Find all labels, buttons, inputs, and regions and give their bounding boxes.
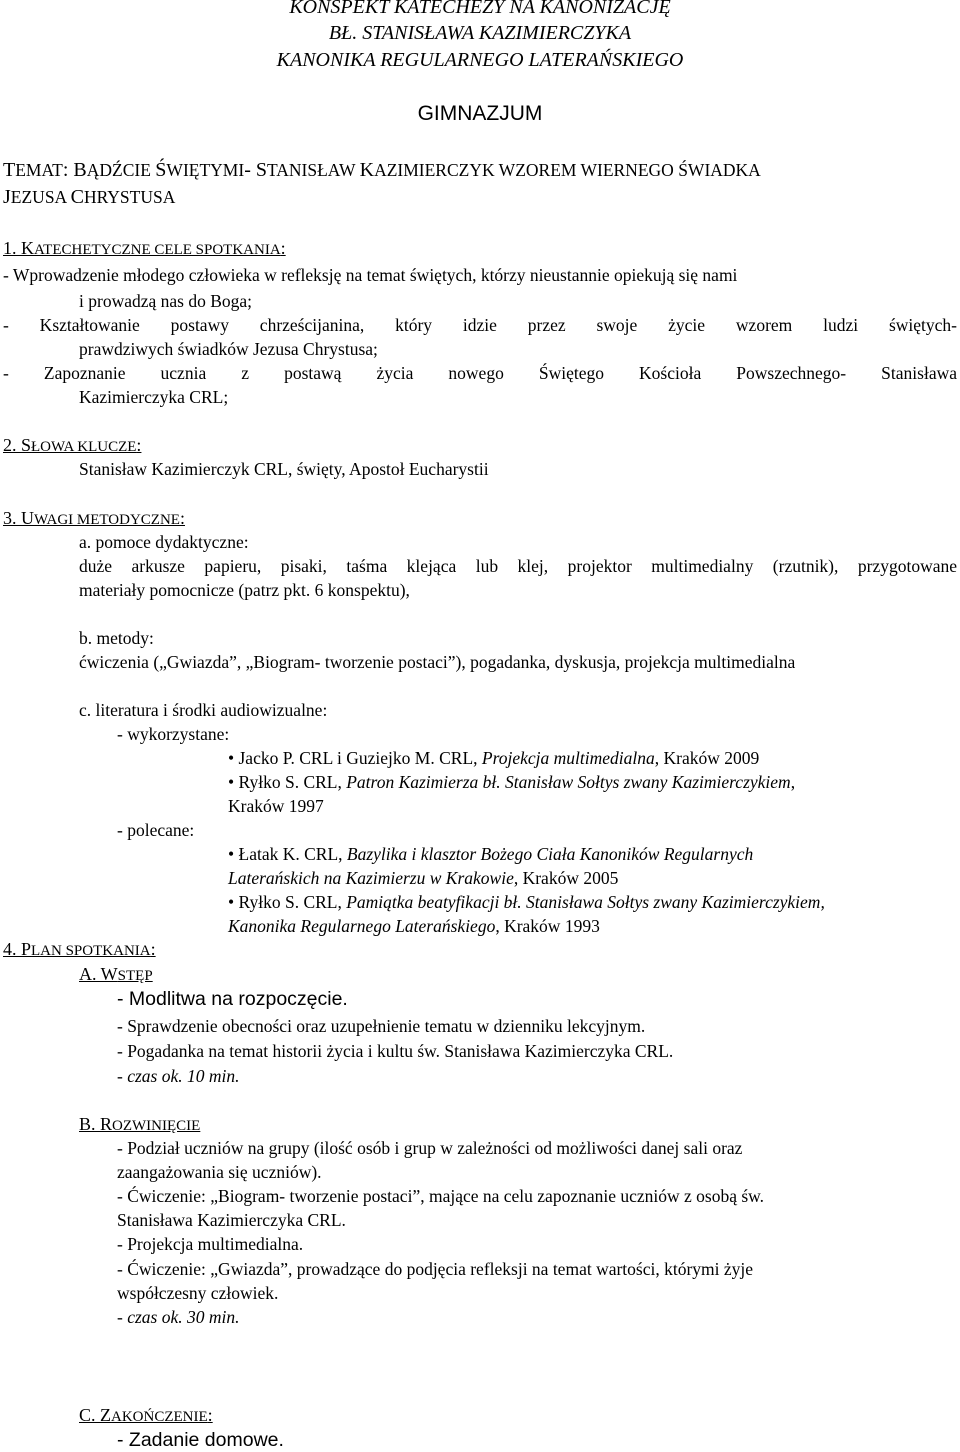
goal1-line1: - Wprowadzenie młodego człowieka w refleksję na temat świętych, którzy nieustannie opiekują się nami (3, 265, 738, 285)
recommended-item-2-cont-run: Kanonika Regularnego Laterańskiego (228, 916, 496, 936)
development-time: - czas ok. 30 min. (117, 1307, 240, 1327)
used-item-1 (228, 747, 759, 769)
conclusion-item-1: - Zadanie domowe. (117, 1429, 284, 1451)
used-label: - wykorzystane: (117, 724, 230, 744)
used-item-2-run: • Ryłko S. CRL, (228, 772, 347, 792)
recommended-item-1 (228, 843, 753, 865)
used-item-2 (228, 771, 795, 793)
topic-line1-run: K (359, 159, 375, 181)
development-item-4-cont: współczesny człowiek. (117, 1283, 279, 1303)
recommended-item-2-run: • Ryłko S. CRL, (228, 892, 347, 912)
used-item-1-run: Projekcja multimedialna (481, 748, 655, 768)
topic-line2-run: J (3, 186, 11, 208)
recommended-item-1-cont (228, 867, 618, 889)
recommended-item-1-run: • Łatak K. CRL, (228, 844, 347, 864)
literature-label: c. literatura i środki audiowizualne: (79, 700, 328, 720)
section3-heading-run: : (179, 508, 185, 528)
section3-heading (3, 507, 185, 531)
topic-line2-run: HRYSTUSA (83, 187, 176, 207)
topic-line1-run: WIĘTYMI (166, 160, 245, 180)
topic-line2-run: C (70, 186, 84, 208)
used-item-1-run: , Kraków 2009 (654, 748, 760, 768)
recommended-item-1-cont-run: , Kraków 2005 (513, 868, 619, 888)
section2-heading (3, 434, 141, 458)
topic-line1-run: : (62, 159, 74, 181)
aids-label: a. pomoce dydaktyczne: (79, 532, 249, 552)
development-item-1: - Podział uczniów na grupy (ilość osób i grup w zależności od możliwości danej sali oraz (117, 1138, 743, 1158)
section2-heading-run: ŁOWA KLUCZE (31, 439, 137, 455)
development-item-2: - Ćwiczenie: „Biogram- tworzenie postaci”, mające na celu zapoznanie uczniów z osobą św. (117, 1186, 765, 1206)
doc-title-line3: KANONIKA REGULARNEGO LATERAŃSKIEGO (276, 49, 684, 71)
section1-heading-run: ATECHETYCZNE CELE SPOTKANIA (34, 242, 281, 258)
recommended-label: - polecane: (117, 820, 195, 840)
topic-line2 (3, 186, 175, 208)
intro-item-2: - Sprawdzenie obecności oraz uzupełnienie tematu w dzienniku lekcyjnym. (117, 1016, 646, 1036)
keywords: Stanisław Kazimierczyk CRL, święty, Apostoł Eucharystii (79, 459, 489, 479)
goal2-line1: - Kształtowanie postawy chrześcijanina, który idzie przez swoje życie wzorem ludzi świętych- (3, 315, 957, 335)
development-item-2-cont: Stanisława Kazimierczyka CRL. (117, 1210, 346, 1230)
conclusion-heading-run: C. Z (79, 1405, 112, 1425)
doc-title-line2: BŁ. STANISŁAWA KAZIMIERCZYKA (328, 22, 632, 44)
section4-heading-run: LAN SPOTKANIA (31, 943, 151, 959)
development-item-4: - Ćwiczenie: „Gwiazda”, prowadzące do podjęcia refleksji na temat wartości, którymi żyje (117, 1259, 754, 1279)
topic-line1-run: T (3, 159, 16, 181)
recommended-item-2-cont-run: , Kraków 1993 (495, 916, 600, 936)
section1-heading (3, 237, 286, 261)
intro-item-3: - Pogadanka na temat historii życia i kultu św. Stanisława Kazimierczyka CRL. (117, 1041, 674, 1061)
development-heading-run: OZWINIĘCIE (112, 1118, 201, 1134)
conclusion-heading (79, 1404, 213, 1428)
methods-text: ćwiczenia („Gwiazda”, „Biogram- tworzenie postaci”), pogadanka, dyskusja, projekcja multimedialna (79, 652, 796, 672)
goal3-line2: Kazimierczyka CRL; (79, 387, 229, 407)
development-item-3: - Projekcja multimedialna. (117, 1234, 304, 1254)
topic-line1-run: TANISŁAW (266, 160, 360, 180)
topic-line2-run: EZUSA (10, 187, 71, 207)
intro-heading (79, 963, 153, 987)
used-item-2-run: Patron Kazimierza bł. Stanisław Sołtys zwany Kazimierczykiem (346, 772, 791, 792)
recommended-item-2-run: Pamiątka beatyfikacji bł. Stanisława Sołtys zwany Kazimierczykiem, (346, 892, 825, 912)
section3-heading-run: WAGI METODYCZNE (34, 512, 180, 528)
conclusion-heading-run: : (207, 1405, 213, 1425)
goal2-line2: prawdziwych świadków Jezusa Chrystusa; (79, 339, 378, 359)
topic-line1 (3, 159, 761, 181)
topic-line1-run: - S (244, 159, 267, 181)
doc-title-line1: KONSPEKT KATECHEZY NA KANONIZACJĘ (289, 0, 671, 18)
conclusion-heading-run: AKOŃCZENIE (111, 1409, 208, 1425)
goal1-line2: i prowadzą nas do Boga; (79, 291, 253, 311)
recommended-item-2 (228, 891, 825, 913)
development-heading (79, 1113, 200, 1137)
topic-line1-run: ĄDŹCIE (86, 160, 156, 180)
development-item-1-cont: zaangażowania się uczniów). (117, 1162, 322, 1182)
methods-label: b. metody: (79, 628, 154, 648)
section4-heading (3, 938, 156, 962)
topic-line1-run: Ś (155, 159, 167, 181)
goal3-line1: - Zapoznanie ucznia z postawą życia nowego Świętego Kościoła Powszechnego- Stanisława (3, 363, 957, 383)
intro-heading-run: A. W (79, 964, 118, 984)
topic-line1-run: EMAT (15, 160, 63, 180)
used-item-2-cont: Kraków 1997 (228, 796, 324, 816)
recommended-item-2-cont (228, 915, 600, 937)
intro-heading-run: STĘP (117, 968, 153, 984)
school-level: GIMNAZJUM (417, 102, 543, 125)
recommended-item-1-run: Bazylika i klasztor Bożego Ciała Kanoników Regularnych (346, 844, 754, 864)
intro-time: - czas ok. 10 min. (117, 1066, 240, 1086)
used-item-2-run: , (790, 772, 796, 792)
section3-heading-run: 3. U (3, 508, 34, 528)
section2-heading-run: 2. S (3, 435, 32, 455)
section1-heading-run: 1. K (3, 238, 34, 258)
topic-line1-run: AZIMIERCZYK WZOREM WIERNEGO ŚWIADKA (374, 160, 761, 180)
section2-heading-run: : (136, 435, 142, 455)
development-heading-run: B. R (79, 1114, 113, 1134)
section4-heading-run: 4. P (3, 939, 32, 959)
topic-line1-run: B (73, 159, 87, 181)
used-item-1-run: • Jacko P. CRL i Guziejko M. CRL, (228, 748, 482, 768)
section1-heading-run: : (280, 238, 286, 258)
intro-item-1: - Modlitwa na rozpoczęcie. (117, 988, 348, 1010)
aids-text-line2: materiały pomocnicze (patrz pkt. 6 konspektu), (79, 580, 410, 600)
recommended-item-1-cont-run: Laterańskich na Kazimierzu w Krakowie (228, 868, 514, 888)
aids-text-line1: duże arkusze papieru, pisaki, taśma klejąca lub klej, projektor multimedialny (rzutnik), przygotowane (79, 556, 957, 576)
section4-heading-run: : (150, 939, 156, 959)
